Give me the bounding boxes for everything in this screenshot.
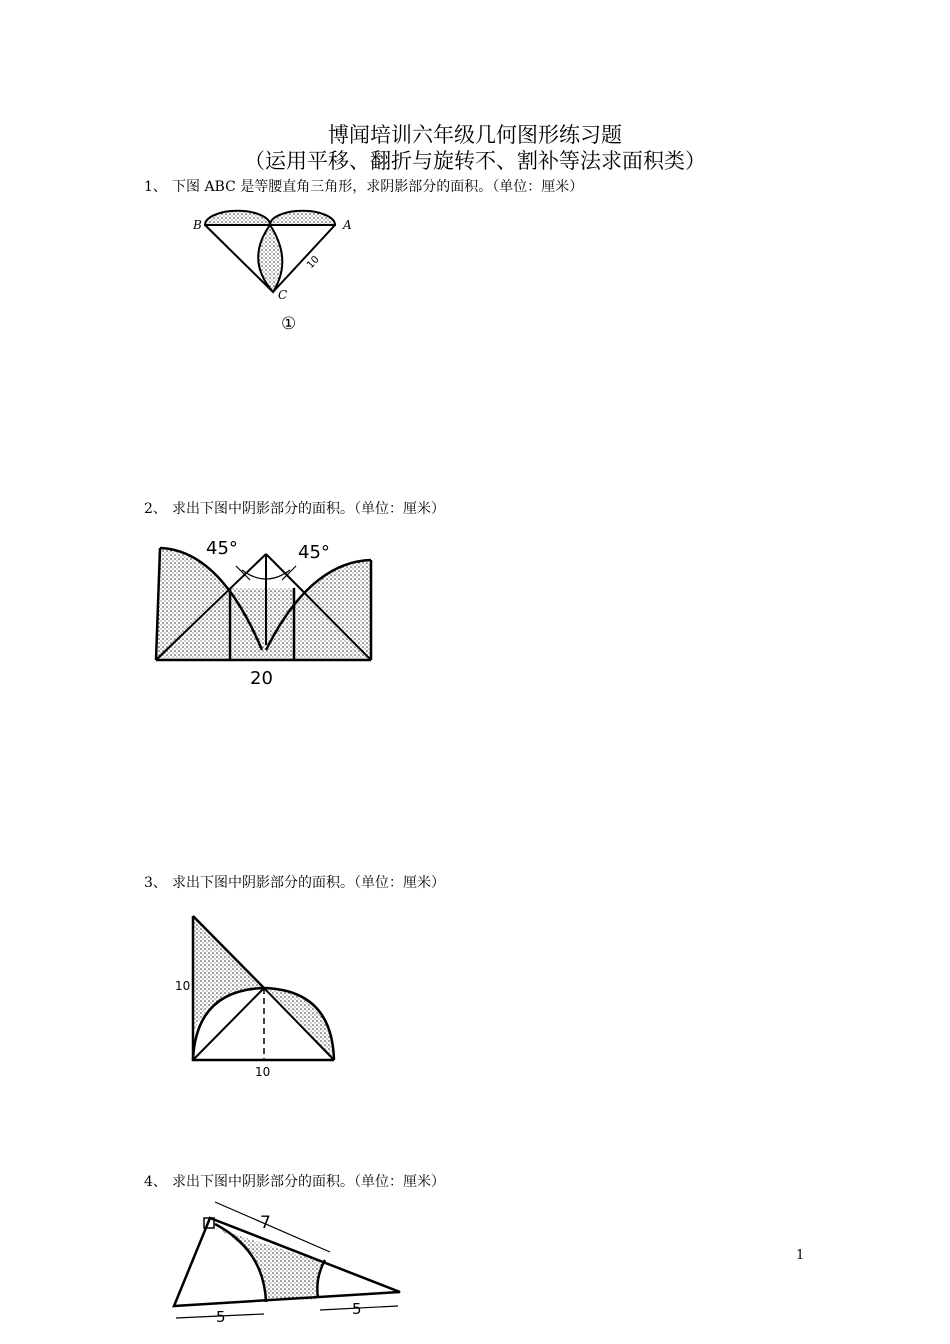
question-number: 2、 [144,501,167,517]
question-1 [144,178,583,196]
bottom-right-length: 5 [352,1300,362,1318]
base-length: 20 [250,668,273,689]
height-label: 10 [175,979,191,993]
figure-3-triangle-semicircle [172,908,347,1088]
question-text: 求出下图中阴影部分的面积。（单位：厘米） [172,501,445,517]
document-subtitle: （运用平移、翻折与旋转不、割补等法求面积类） [244,149,706,173]
bottom-left-length: 5 [216,1308,226,1326]
angle-right: 45° [298,542,330,563]
top-length: 7 [260,1213,271,1233]
question-number: 1、 [144,179,167,195]
label-b: B [193,218,202,232]
question-text: 下图 ABC 是等腰直角三角形，求阴影部分的面积。（单位：厘米） [172,179,584,195]
label-c: C [278,288,288,302]
question-number: 3、 [144,875,167,891]
label-a: A [343,218,352,232]
angle-left: 45° [206,538,238,559]
figure-4-quarter-circle [160,1188,425,1338]
figure-1-isosceles-triangle [185,205,365,340]
question-2 [144,500,445,518]
document-title: 博闻培训六年级几何图形练习题 [328,123,622,147]
question-number: 4、 [144,1174,167,1190]
figure-2-semicircles [150,530,385,690]
figure-caption: ① [281,314,297,334]
base-label: 10 [255,1065,271,1079]
question-text: 求出下图中阴影部分的面积。（单位：厘米） [172,1174,445,1190]
question-3 [144,874,445,892]
question-text: 求出下图中阴影部分的面积。（单位：厘米） [172,875,445,891]
shaded-region [270,211,335,225]
side-length: 10 [305,254,322,272]
shaded-region [205,211,270,225]
page-number: 1 [796,1248,805,1263]
